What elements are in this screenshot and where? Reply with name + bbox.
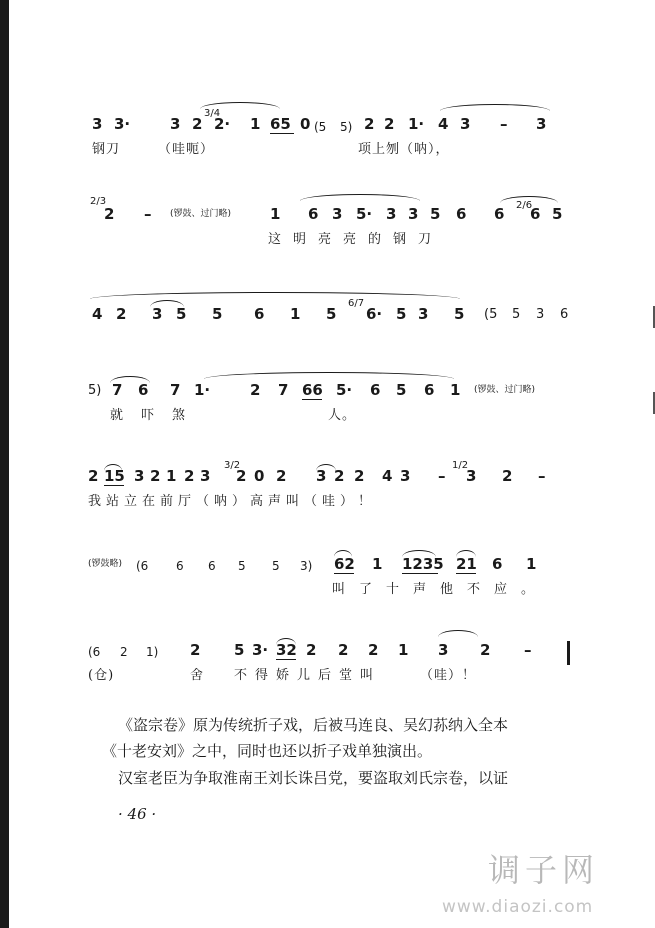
note: 6 xyxy=(208,559,216,573)
stage-direction: (锣鼓、过门略) xyxy=(170,209,232,219)
note: 3 xyxy=(316,467,327,485)
note: 2 xyxy=(88,467,99,485)
note: 2 xyxy=(368,641,379,659)
slur xyxy=(300,194,420,201)
note: (6 xyxy=(136,559,149,573)
note: 32 xyxy=(276,641,297,659)
lyric: 我站立在前厅（呐）高声叫（哇）！ xyxy=(88,494,377,509)
note: 3 xyxy=(408,205,419,223)
note: 3 xyxy=(460,115,471,133)
note: 2 xyxy=(120,645,128,659)
lyric: （哇）！ xyxy=(420,668,477,683)
note: 1· xyxy=(194,381,211,399)
note: 6 xyxy=(138,381,149,399)
note: 5· xyxy=(356,205,373,223)
note: 2 xyxy=(104,205,115,223)
note: 15 xyxy=(104,467,125,485)
note: 1 xyxy=(290,305,301,323)
note: 6 xyxy=(254,305,265,323)
note: 5 xyxy=(234,641,245,659)
stage-direction: (锣鼓、过门略) xyxy=(474,385,536,395)
note: 1 xyxy=(372,555,383,573)
lyric: 钢刀 xyxy=(92,142,121,157)
lyric: 人。 xyxy=(328,408,357,423)
note: 62 xyxy=(334,555,355,573)
note: 3· xyxy=(252,641,269,659)
note: 3 xyxy=(466,467,477,485)
note: 4 xyxy=(382,467,393,485)
grace-note: 2/3 xyxy=(90,196,107,207)
underline xyxy=(334,573,354,575)
paragraph-line: 《十老安刘》之中，同时也还以折子戏单独演出。 xyxy=(102,742,433,760)
note: 5 xyxy=(176,305,187,323)
underline xyxy=(402,573,438,575)
note: 3 xyxy=(536,115,547,133)
stage-direction: (锣鼓略) xyxy=(88,559,123,569)
note: 2 xyxy=(480,641,491,659)
dash: – xyxy=(438,467,446,485)
lyric: 这明亮亮的钢刀 xyxy=(268,232,444,247)
note: 5· xyxy=(336,381,353,399)
note: 66 xyxy=(302,381,323,399)
watermark-name: 调子网 xyxy=(488,851,600,889)
note: 2 xyxy=(190,641,201,659)
note: 1 xyxy=(166,467,177,485)
note: 1 xyxy=(270,205,281,223)
dash: – xyxy=(144,205,152,223)
note: 4 xyxy=(438,115,449,133)
score-line-3 xyxy=(0,286,655,346)
note: 0 xyxy=(300,115,311,133)
note: 6 xyxy=(308,205,319,223)
note: 2 xyxy=(150,467,161,485)
lyric: 舍 xyxy=(190,668,205,683)
grace-note: 3/2 xyxy=(224,460,241,471)
note: 2 xyxy=(364,115,375,133)
note: 3 xyxy=(438,641,449,659)
note: 6 xyxy=(494,205,505,223)
note: 2 xyxy=(192,115,203,133)
paragraph-line: 汉室老臣为争取淮南王刘长诛吕党，要盗取刘氏宗卷，以证 xyxy=(118,769,509,787)
grace-note: 1/2 xyxy=(452,460,469,471)
note: 5 xyxy=(552,205,563,223)
note: 7 xyxy=(170,381,181,399)
note: 2 xyxy=(384,115,395,133)
note: 7 xyxy=(278,381,289,399)
dash: – xyxy=(500,115,508,133)
note: 1) xyxy=(146,645,159,659)
note: 3 xyxy=(152,305,163,323)
lyric: 就吓煞 xyxy=(110,408,204,423)
note: 6 xyxy=(424,381,435,399)
note: 3· xyxy=(114,115,131,133)
note: 1 xyxy=(526,555,537,573)
note: 2 xyxy=(116,305,127,323)
note: 2 xyxy=(276,467,287,485)
note: 6· xyxy=(366,305,383,323)
note: 3 xyxy=(536,307,545,322)
note: 0 xyxy=(254,467,265,485)
lyric: 叫了十声他不应。 xyxy=(332,582,549,597)
note: 2 xyxy=(236,467,247,485)
lyric: 项上刎（呐）， xyxy=(358,142,450,157)
note: 5 xyxy=(454,305,465,323)
grace-note: 6/7 xyxy=(348,298,365,309)
note: 5 xyxy=(212,305,223,323)
note: 3 xyxy=(134,467,145,485)
score-line-5 xyxy=(0,456,655,516)
score-line-4 xyxy=(0,366,655,426)
slur xyxy=(204,372,454,379)
dash: – xyxy=(538,467,546,485)
note: 1 xyxy=(250,115,261,133)
slur xyxy=(438,630,478,637)
note: 5 xyxy=(396,305,407,323)
note: 2· xyxy=(214,115,231,133)
note: 3 xyxy=(170,115,181,133)
note: 2 xyxy=(184,467,195,485)
note: (5 xyxy=(484,307,498,322)
note: 3) xyxy=(300,559,313,573)
note: 1 xyxy=(450,381,461,399)
score-line-2 xyxy=(0,190,655,250)
note: 3 xyxy=(92,115,103,133)
note: 2 xyxy=(354,467,365,485)
underline xyxy=(276,659,296,661)
dash: – xyxy=(524,641,532,659)
lyric: (仓) xyxy=(88,668,115,683)
underline xyxy=(270,133,294,135)
note: 2 xyxy=(338,641,349,659)
grace-note: 3/4 xyxy=(204,108,221,119)
final-barline xyxy=(567,641,570,665)
slur xyxy=(440,104,550,111)
note: 6 xyxy=(530,205,541,223)
underline xyxy=(302,399,322,401)
note: 21 xyxy=(456,555,477,573)
paragraph-line: 《盗宗卷》原为传统折子戏，后被马连良、吴幻荪纳入全本 xyxy=(118,716,509,734)
note: 5) xyxy=(88,383,102,398)
note: 1· xyxy=(408,115,425,133)
note: 6 xyxy=(370,381,381,399)
score-line-1 xyxy=(0,100,655,160)
note: 1 xyxy=(398,641,409,659)
page-number: · 46 · xyxy=(118,805,157,823)
note: 3 xyxy=(400,467,411,485)
note: (6 xyxy=(88,645,101,659)
note: 6 xyxy=(176,559,184,573)
note: 6 xyxy=(456,205,467,223)
note: 7 xyxy=(112,381,123,399)
note: 5 xyxy=(396,381,407,399)
note: 6 xyxy=(560,307,569,322)
note: 5 xyxy=(272,559,280,573)
note: 4 xyxy=(92,305,103,323)
note: 5 xyxy=(430,205,441,223)
score-line-7 xyxy=(0,630,655,690)
lyric: （哇呃） xyxy=(158,142,215,157)
note: 2 xyxy=(334,467,345,485)
note: 1235 xyxy=(402,555,444,573)
note: (5 xyxy=(314,120,327,134)
note: 3 xyxy=(200,467,211,485)
slur xyxy=(90,292,460,299)
note: 5 xyxy=(238,559,246,573)
underline xyxy=(456,573,476,575)
note: 2 xyxy=(306,641,317,659)
note: 6 xyxy=(492,555,503,573)
score-line-6 xyxy=(0,544,655,604)
note: 3 xyxy=(332,205,343,223)
note: 5 xyxy=(326,305,337,323)
note: 65 xyxy=(270,115,291,133)
underline xyxy=(104,485,124,487)
note: 3 xyxy=(418,305,429,323)
watermark-url: www.diaozi.com xyxy=(442,897,594,917)
note: 2 xyxy=(502,467,513,485)
note: 5) xyxy=(340,120,353,134)
lyric: 不得娇儿后堂叫 xyxy=(234,668,382,683)
grace-note: 2/6 xyxy=(516,200,533,211)
note: 2 xyxy=(250,381,261,399)
note: 5 xyxy=(512,307,521,322)
note: 3 xyxy=(386,205,397,223)
